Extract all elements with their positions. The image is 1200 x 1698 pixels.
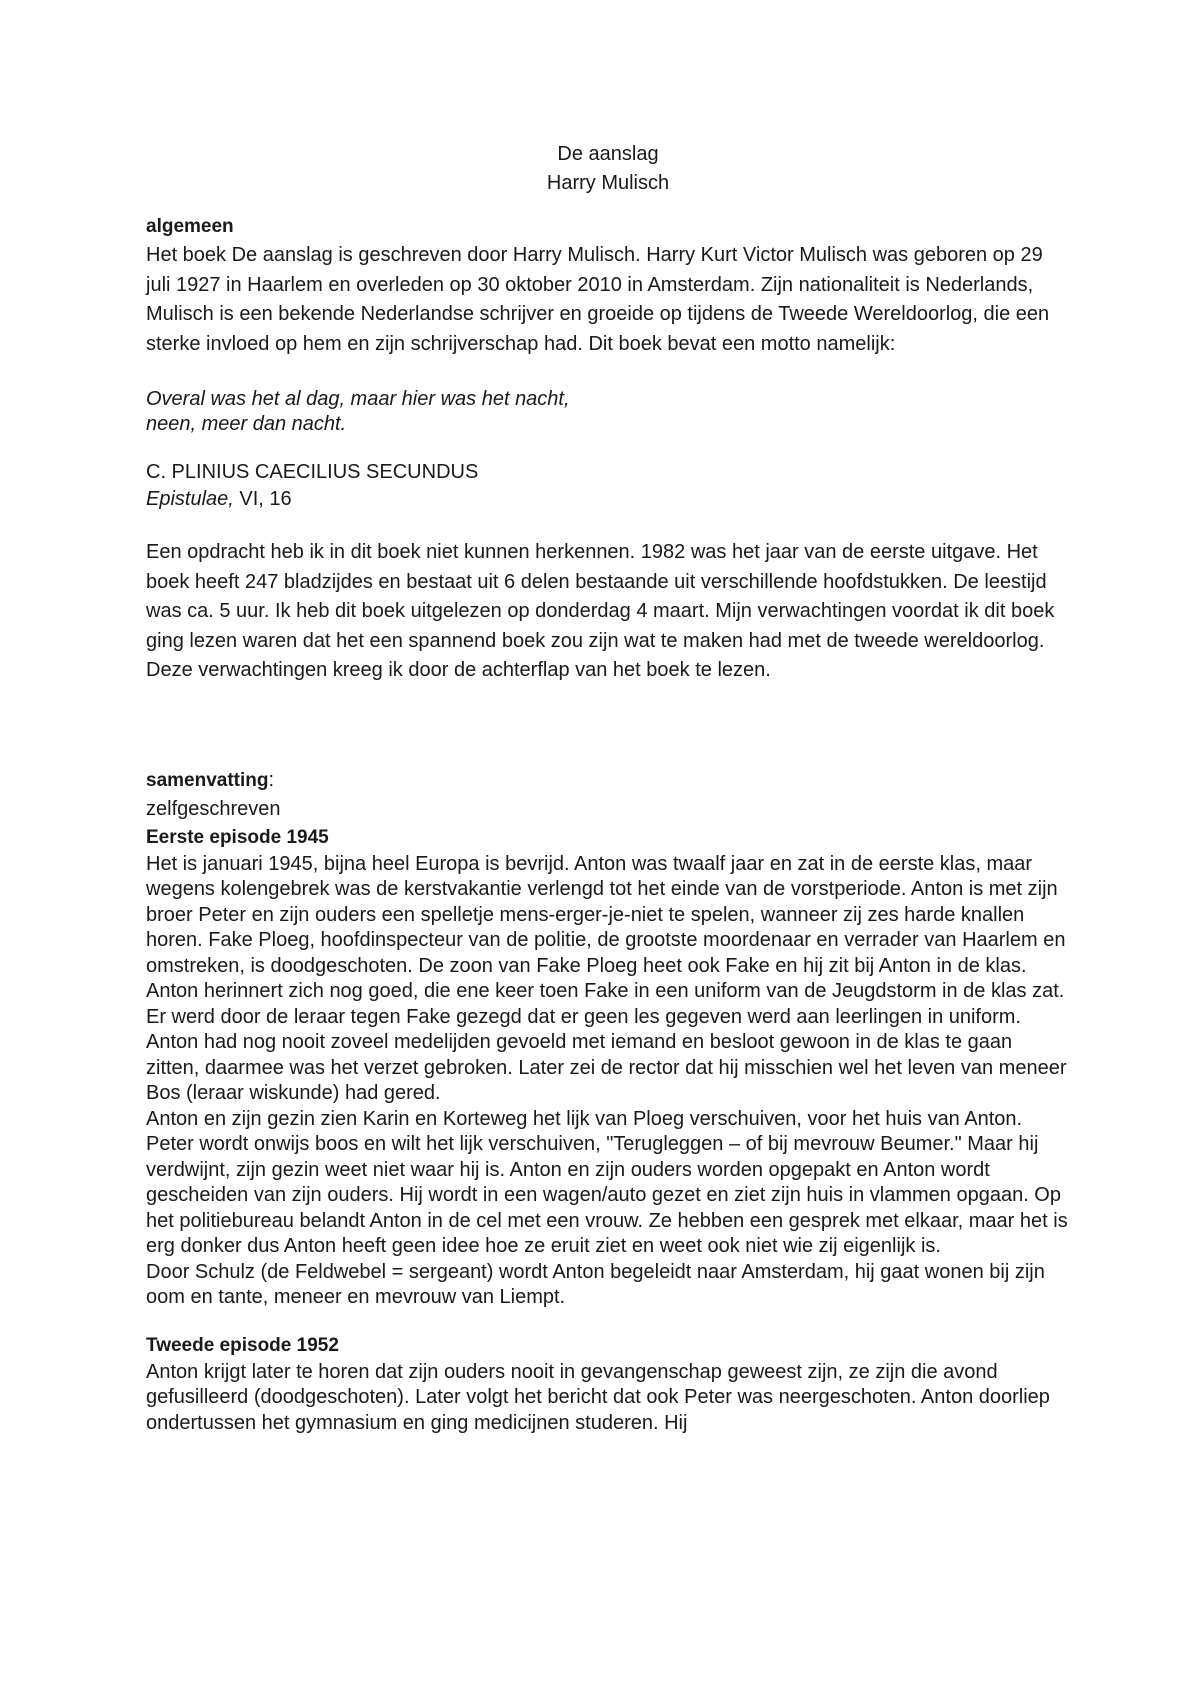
section-heading-samenvatting: samenvatting xyxy=(146,769,269,791)
samenvatting-colon: : xyxy=(268,768,275,791)
motto-line-2: neen, meer dan nacht. xyxy=(146,413,347,435)
section-heading-samenvatting-line xyxy=(146,766,1070,795)
motto-source-title: Epistulae, xyxy=(146,488,234,510)
motto-line-1: Overal was het al dag, maar hier was het nacht, xyxy=(146,388,570,410)
episode-1-paragraph-2: Anton en zijn gezin zien Karin en Korteweg het lijk van Ploeg verschuiven, voor het huis van Anton. Peter wordt onwijs boos en wilt het lijk verschuiven, "Terugleggen – of bij mevrouw Beumer." Maar hij verdwijnt, zijn gezin weet niet waar hij is. Anton en zijn ouders worden opgepakt en Anton wordt gescheiden van zijn ouders. Hij wordt in een wagen/auto gezet en ziet zijn huis in vlammen opgaan. Op het politiebureau belandt Anton in de cel met een vrouw. Ze hebben een gesprek met elkaar, maar het is erg donker dus Anton heeft geen idee hoe ze eruit ziet en weet ook niet wie zij eigenlijk is. xyxy=(146,1107,1068,1257)
motto-author: C. PLINIUS CAECILIUS SECUNDUS xyxy=(146,461,479,483)
motto-source xyxy=(146,486,1070,513)
motto-quote xyxy=(146,387,1070,437)
episode-2-heading: Tweede episode 1952 xyxy=(146,1334,339,1356)
motto-attribution xyxy=(146,459,1070,513)
document-title: De aanslag xyxy=(557,143,659,165)
algemeen-paragraph-1: Het boek De aanslag is geschreven door Harry Mulisch. Harry Kurt Victor Mulisch was geboren op 29 juli 1927 in Haarlem en overleden op 30 oktober 2010 in Amsterdam. Zijn nationaliteit is Nederlands, Mulisch is een bekende Nederlandse schrijver en groeide op tijdens de Tweede Wereldoorlog, die een sterke invloed op hem en zijn schrijverschap had. Dit boek bevat een motto namelijk: xyxy=(146,244,1050,355)
document-author: Harry Mulisch xyxy=(546,172,670,194)
title-block xyxy=(146,140,1070,198)
episode-2-paragraph-1: Anton krijgt later te horen dat zijn ouders nooit in gevangenschap geweest zijn, ze zijn die avond gefusilleerd (doodgeschoten). Later volgt het bericht dat ook Peter was neergeschoten. Anton doorliep ondertussen het gymnasium en ging medicijnen studeren. Hij xyxy=(146,1360,1050,1434)
samenvatting-subtitle: zelfgeschreven xyxy=(146,797,281,820)
episode-1-heading: Eerste episode 1945 xyxy=(146,826,329,848)
episode-1-paragraph-3: Door Schulz (de Feldwebel = sergeant) wordt Anton begeleidt naar Amsterdam, hij gaat wonen bij zijn oom en tante, meneer en mevrouw van Liempt. xyxy=(146,1260,1045,1308)
document-page xyxy=(146,140,1070,1436)
section-heading-algemeen: algemeen xyxy=(146,216,234,237)
motto-source-ref: VI, 16 xyxy=(233,488,292,510)
algemeen-paragraph-2: Een opdracht heb ik in dit boek niet kunnen herkennen. 1982 was het jaar van de eerste uitgave. Het boek heeft 247 bladzijdes en bestaat uit 6 delen bestaande uit verschillende hoofdstukken. De leestijd was ca. 5 uur. Ik heb dit boek uitgelezen op donderdag 4 maart. Mijn verwachtingen voordat ik dit boek ging lezen waren dat het een spannend boek zou zijn wat te maken had met de tweede wereldoorlog. Deze verwachtingen kreeg ik door de achterflap van het boek te lezen. xyxy=(146,541,1055,681)
episode-1-paragraph-1: Het is januari 1945, bijna heel Europa is bevrijd. Anton was twaalf jaar en zat in de eerste klas, maar wegens kolengebrek was de kerstvakantie verlengd tot het einde van de vorstperiode. Anton is met zijn broer Peter en zijn ouders een spelletje mens-erger-je-niet te spelen, wanneer zij zes harde knallen horen. Fake Ploeg, hoofdinspecteur van de politie, de grootste moordenaar en verrader van Haarlem en omstreken, is doodgeschoten. De zoon van Fake Ploeg heet ook Fake en hij zit bij Anton in de klas. Anton herinnert zich nog goed, die ene keer toen Fake in een uniform van de Jeugdstorm in de klas zat. Er werd door de leraar tegen Fake gezegd dat er geen les gegeven werd aan leerlingen in uniform. Anton had nog nooit zoveel medelijden gevoeld met iemand en besloot gewoon in de klas te gaan zitten, daarmee was het verzet gebroken. Later zei de rector dat hij misschien wel het leven van meneer Bos (leraar wiskunde) had gered. xyxy=(146,852,1067,1104)
